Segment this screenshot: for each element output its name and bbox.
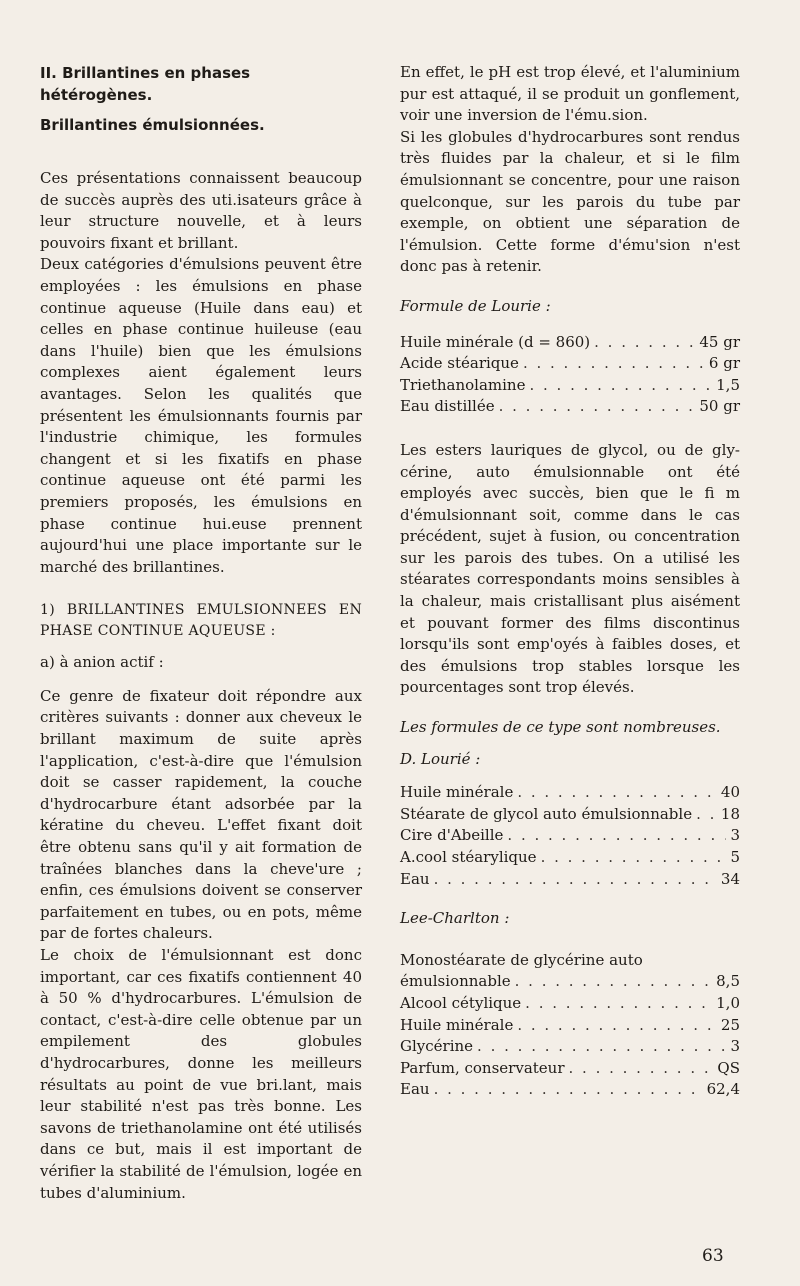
- page-number: 63: [702, 1246, 724, 1266]
- section-title: 1) BRILLANTINES EMULSIONNEES EN PHASE CONTINUE AQUEUSE :: [40, 602, 362, 640]
- paragraph: Les esters lauriques de glycol, ou de gly-cérine, auto émulsionnable ont été employés avec succès, bien que le fi m d'émulsionnant soit, comme dans le cas précédent, sujet à fusion, ou concentration sur les parois des tubes. On a utilisé les stéarates correspondants moins sensibles à la chaleur, mais cristallisant plus aisément et pouvant former des films discontinus lorsqu'ils sont emp'oyés à faibles doses, et des émulsions trop stables lorsque les pourcentages sont trop élevés.: [400, 440, 740, 697]
- formula-row: émulsionnable . . . 8,5: [400, 971, 740, 993]
- left-column: [40, 62, 362, 1204]
- paragraph: Le choix de l'émulsionnant est donc important, car ces fixatifs contiennent 40 à 50 % d'hydrocarbures. L'émulsion de contact, c'est-à-dire celle obtenue par un empilement des globules d'hydrocarbures, donne les meilleurs résultats au point de vue bri.lant, mais leur stabilité n'est pas très bonne. Les savons de triethanolamine ont été utilisés dans ce but, mais il est important de vérifier la stabilité de l'émulsion, logée en tubes d'aluminium.: [40, 946, 362, 1202]
- subsection-heading: Brillantines émulsionnées.: [40, 116, 265, 134]
- formula-row: Eau . . . 62,4: [400, 1079, 740, 1101]
- paragraph: Ces présentations connaissent beaucoup de succès auprès des uti.isateurs grâce à leur structure nouvelle, et à leurs pouvoirs fixant et brillant.: [40, 169, 362, 252]
- formula-row: Eau distillée . . . 50 gr: [400, 396, 740, 418]
- formula-row: Alcool cétylique . . . 1,0: [400, 993, 740, 1015]
- formula-row: Glycérine . . . 3: [400, 1036, 740, 1058]
- formula-table: [400, 971, 740, 1101]
- paragraph: Ce genre de fixateur doit répondre aux critères suivants : donner aux cheveux le brillant maximum de suite après l'application, c'est-à-dire que l'émulsion doit se casser rapidement, la couche d'hydrocarbure étant adsorbée par la kératine du cheveu. L'effet fixant doit être obtenu sans qu'il y ait formation de traînées blanches dans la cheve'ure ; enfin, ces émulsions doivent se conserver parfaitement en tubes, ou en pots, même par de fortes chaleurs.: [40, 686, 362, 943]
- formulas-intro: Les formules de ce type sont nombreuses.: [400, 718, 721, 737]
- paragraph: Deux catégories d'émulsions peuvent être employées : les émulsions en phase continue aqueuse (Huile dans eau) et celles en phase continue huileuse (eau dans l'huile) bien que les émulsions complexes aient également leurs avantages. Selon les qualités que présentent les émulsionnants fournis par l'industrie chimique, les formules changent et si les fixatifs en phase continue aqueuse ont été parmi les premiers proposés, les émulsions en phase continue hui.euse prennent aujourd'hui une place importante sur le marché des brillantines.: [40, 255, 362, 576]
- formula-row: Huile minérale . . . 40: [400, 782, 740, 804]
- formula-row: Stéarate de glycol auto émulsionnable . . . 18: [400, 804, 740, 826]
- formula-row: Triethanolamine . . . 1,5: [400, 375, 740, 397]
- formula-row: Huile minérale (d = 860) . . . 45 gr: [400, 332, 740, 354]
- formula-row: Huile minérale . . . 25: [400, 1015, 740, 1037]
- formula-table: [400, 782, 740, 890]
- formula-row: A.cool stéarylique . . . 5: [400, 847, 740, 869]
- formula-title: Formule de Lourie :: [400, 296, 551, 315]
- formula-title: Lee-Charlton :: [400, 909, 510, 928]
- formula-title: D. Lourié :: [400, 749, 481, 768]
- formula-row: Acide stéarique . . . 6 gr: [400, 353, 740, 375]
- subsection-label: a) à anion actif :: [40, 653, 164, 672]
- formula-line: Monostéarate de glycérine auto: [400, 950, 643, 969]
- formula-row: Eau . . . 34: [400, 869, 740, 891]
- formula-row: Parfum, conservateur . . . QS: [400, 1058, 740, 1080]
- formula-table: [400, 332, 740, 418]
- paragraph: Si les globules d'hydrocarbures sont rendus très fluides par la chaleur, et si le film émulsionnant se concentre, pour une raison quelconque, sur les parois du tube par exemple, on obtient une séparation de l'émulsion. Cette forme d'ému'sion n'est donc pas à retenir.: [400, 127, 740, 276]
- formula-row: Cire d'Abeille . . . 3: [400, 825, 740, 847]
- right-column: [400, 62, 740, 1101]
- paragraph: En effet, le pH est trop élevé, et l'aluminium pur est attaqué, il se produit un gonflement, voir une inversion de l'ému.sion.: [400, 63, 740, 125]
- section-heading: II. Brillantines en phases hétérogènes.: [40, 64, 251, 104]
